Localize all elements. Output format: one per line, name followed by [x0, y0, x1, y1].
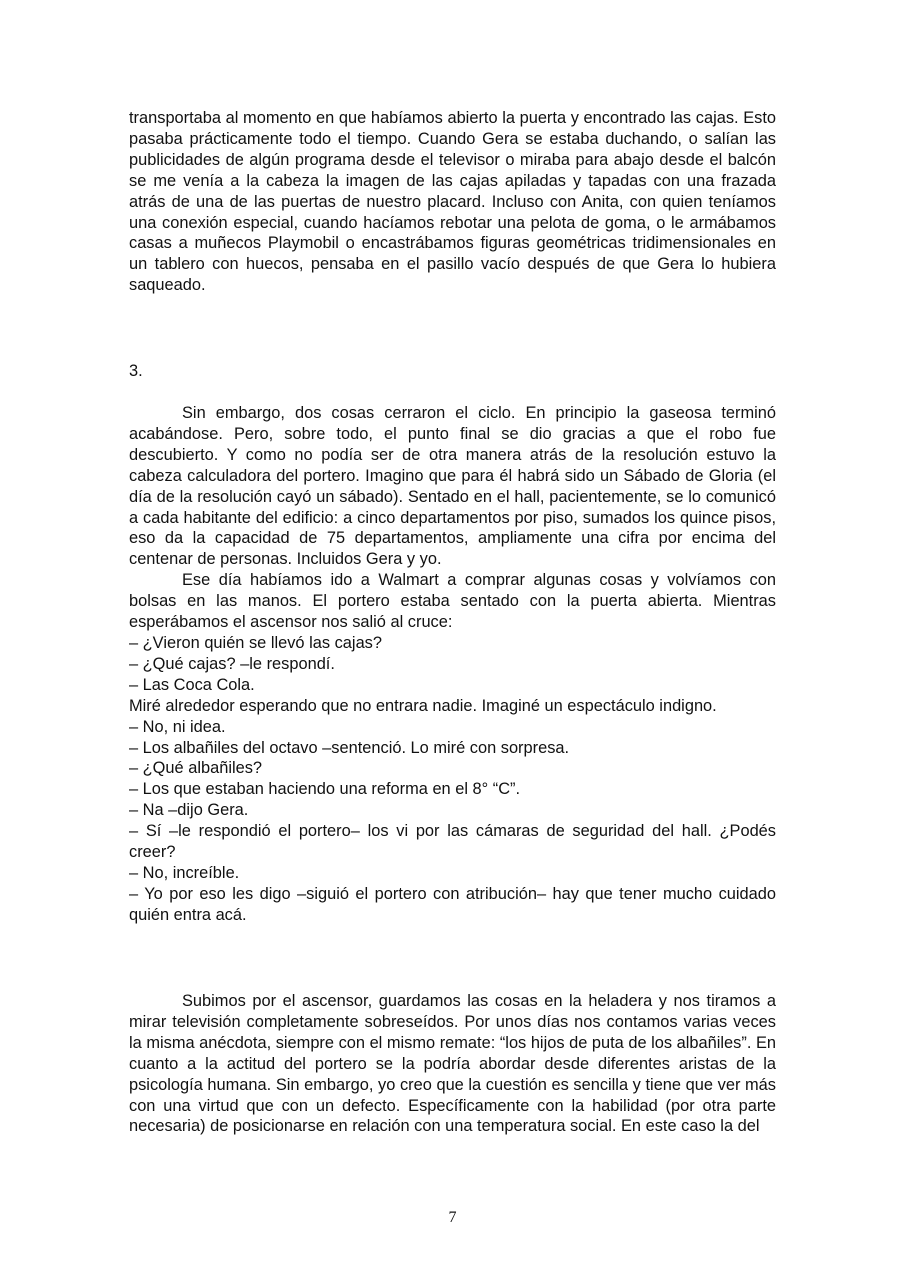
paragraph: transportaba al momento en que habíamos abierto la puerta y encontrado las cajas. Esto pasaba prácticamente todo el tiempo. Cuando Gera se estaba duchando, o salían las publicidades de algún programa desde el televisor o miraba para abajo desde el balcón se me venía a la cabeza la imagen de las cajas apiladas y tapadas con una frazada atrás de una de las puertas de nuestro placard. Incluso con Anita, con quien teníamos una conexión especial, cuando hacíamos rebotar una pelota de goma, o le armábamos casas a muñecos Playmobil o encastrábamos figuras geométricas tridimensionales en un tablero con huecos, pensaba en el pasillo vacío después de que Gera lo hubiera saqueado. — [129, 109, 776, 295]
dialogue-line: – No, ni idea. — [129, 717, 226, 736]
paragraph: Sin embargo, dos cosas cerraron el ciclo. En principio la gaseosa terminó acabándose. Pero, sobre todo, el punto final se dio gracias a que el robo fue descubierto. Y como no podía ser de otra manera atrás de la resolución estuvo la cabeza calculadora del portero. Imagino que para él habrá sido un Sábado de Gloria (el día de la resolución cayó un sábado). Sentado en el hall, pacientemente, se lo comunicó a cada habitante del edificio: a cinco departamentos por piso, sumados los quince pisos, eso da la capacidad de 75 departamentos, ampliamente una cifra por encima del centenar de personas. Incluidos Gera y yo. — [129, 404, 776, 569]
dialogue-line: – Na –dijo Gera. — [129, 801, 249, 820]
dialogue-line: – Los que estaban haciendo una reforma en el 8° “C”. — [129, 780, 521, 799]
opening-paragraph-block — [129, 108, 776, 296]
section-body — [129, 403, 776, 926]
dialogue-line: – Sí –le respondió el portero– los vi por las cámaras de seguridad del hall. ¿Podés creer? — [129, 822, 776, 862]
section-number: 3. — [129, 362, 143, 380]
dialogue-line: – Los albañiles del octavo –sentenció. Lo miré con sorpresa. — [129, 738, 570, 757]
dialogue-line: – Yo por eso les digo –siguió el portero con atribución– hay que tener mucho cuidado quién entra acá. — [129, 884, 776, 924]
dialogue-line: – ¿Qué albañiles? — [129, 759, 263, 778]
paragraph: Subimos por el ascensor, guardamos las cosas en la heladera y nos tiramos a mirar televisión completamente sobreseídos. Por unos días nos contamos varias veces la misma anécdota, siempre con el mismo remate: “los hijos de puta de los albañiles”. En cuanto a la actitud del portero se la podría abordar desde diferentes aristas de la psicología humana. Sin embargo, yo creo que la cuestión es sencilla y tiene que ver más con una virtud que con un defecto. Específicamente con la habilidad (por otra parte necesaria) de posicionarse en relación con una temperatura social. En este caso la del — [129, 992, 776, 1136]
closing-paragraph-block — [129, 991, 776, 1137]
dialogue-line: – ¿Qué cajas? –le respondí. — [129, 654, 335, 673]
dialogue-line: – No, increíble. — [129, 863, 240, 882]
page-number: 7 — [448, 1209, 457, 1226]
dialogue-line: – Las Coca Cola. — [129, 675, 255, 694]
dialogue-line: – ¿Vieron quién se llevó las cajas? — [129, 633, 382, 652]
paragraph: Ese día habíamos ido a Walmart a comprar algunas cosas y volvíamos con bolsas en las manos. El portero estaba sentado con la puerta abierta. Mientras esperábamos el ascensor nos salió al cruce: — [129, 571, 776, 632]
paragraph: Miré alrededor esperando que no entrara nadie. Imaginé un espectáculo indigno. — [129, 696, 717, 715]
